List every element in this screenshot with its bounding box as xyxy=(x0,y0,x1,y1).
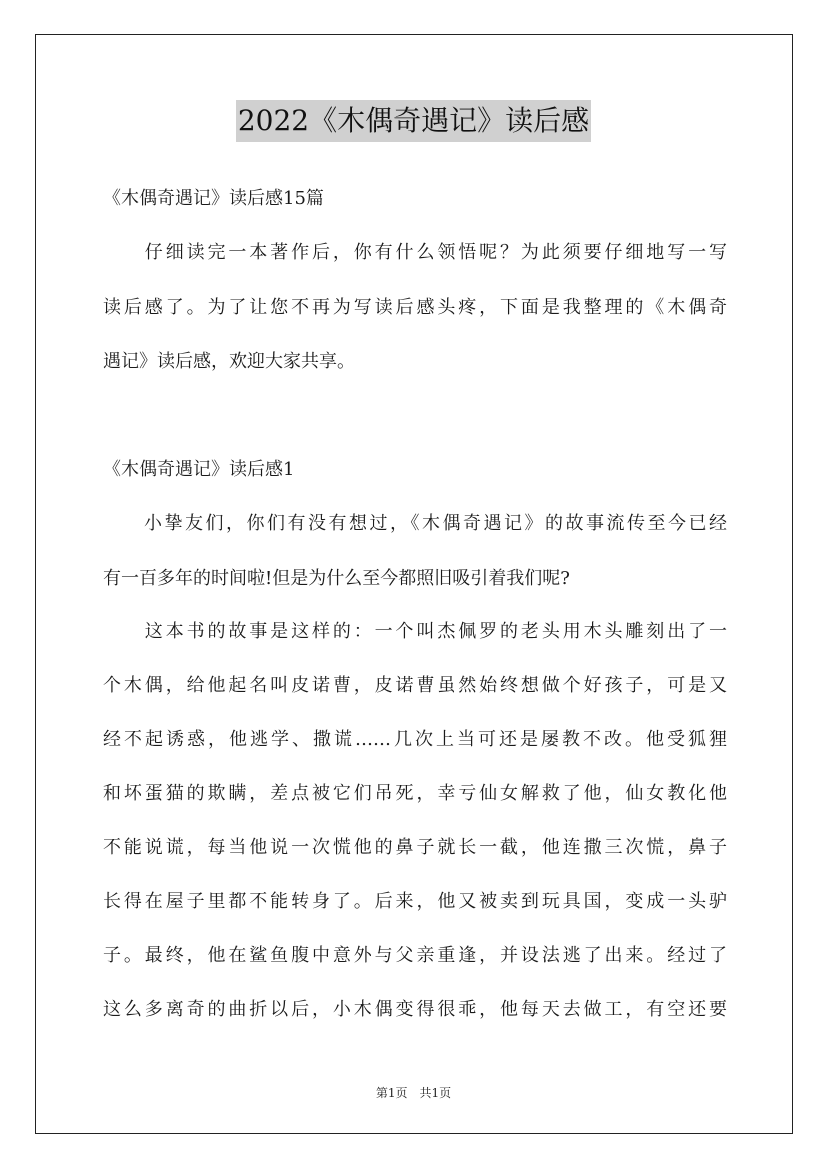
paragraph-line: 这本书的故事是这样的：一个叫杰佩罗的老头用木头雕刻出了一 xyxy=(103,621,727,642)
paragraph-line: 有一百多年的时间啦!但是为什么至今都照旧吸引着我们呢? xyxy=(103,568,570,589)
document-subtitle: 《木偶奇遇记》读后感15篇 xyxy=(103,188,324,209)
paragraph-line: 不能说谎，每当他说一次慌他的鼻子就长一截，他连撒三次慌，鼻子 xyxy=(103,837,727,858)
section-heading: 《木偶奇遇记》读后感1 xyxy=(103,459,295,480)
paragraph-line: 子。最终，他在鲨鱼腹中意外与父亲重逢，并设法逃了出来。经过了 xyxy=(103,945,727,966)
paragraph-line: 和坏蛋猫的欺瞒，差点被它们吊死，幸亏仙女解救了他，仙女教化他 xyxy=(103,783,727,804)
paragraph-line: 小挚友们，你们有没有想过，《木偶奇遇记》的故事流传至今已经 xyxy=(103,513,727,534)
page-number: 第1页 共1页 xyxy=(375,1086,452,1100)
page-footer xyxy=(0,1084,827,1101)
intro-line: 读后感了。为了让您不再为写读后感头疼，下面是我整理的《木偶奇 xyxy=(103,297,727,318)
intro-line: 遇记》读后感，欢迎大家共享。 xyxy=(103,351,355,372)
intro-line: 仔细读完一本著作后，你有什么领悟呢？为此须要仔细地写一写 xyxy=(103,242,727,263)
paragraph-line: 长得在屋子里都不能转身了。后来，他又被卖到玩具国，变成一头驴 xyxy=(103,891,727,912)
paragraph-line: 个木偶，给他起名叫皮诺曹，皮诺曹虽然始终想做个好孩子，可是又 xyxy=(103,675,727,696)
paragraph-line: 这么多离奇的曲折以后，小木偶变得很乖，他每天去做工，有空还要 xyxy=(103,999,727,1020)
title-container xyxy=(0,100,827,142)
paragraph-line: 经不起诱惑，他逃学、撒谎……几次上当可还是屡教不改。他受狐狸 xyxy=(103,729,727,750)
document-title: 2022《木偶奇遇记》读后感 xyxy=(236,100,591,142)
